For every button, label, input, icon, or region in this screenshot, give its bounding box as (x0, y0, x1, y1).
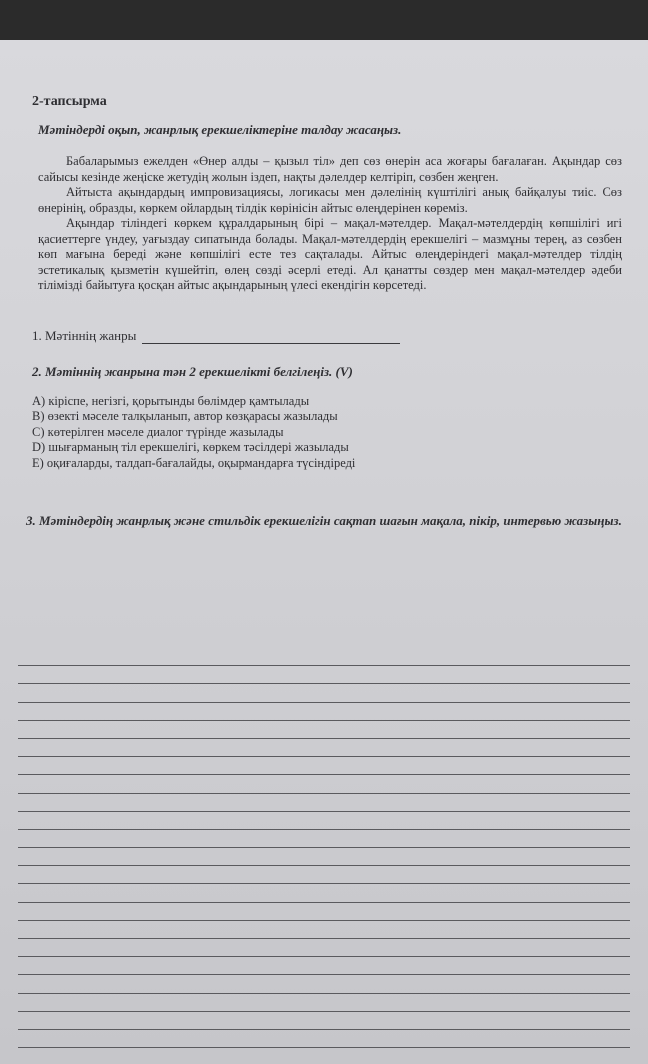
answer-line[interactable] (18, 812, 630, 830)
answer-line[interactable] (18, 721, 630, 739)
option-e[interactable]: Е) оқиғаларды, талдап-бағалайды, оқырмандарға түсіндіреді (32, 455, 356, 470)
answer-line[interactable] (18, 975, 630, 993)
option-b[interactable]: В) өзекті мәселе талқыланып, автор көзқарасы жазылады (32, 409, 338, 423)
answer-line[interactable] (18, 1030, 630, 1048)
task-title: 2-тапсырма (32, 94, 107, 109)
answer-line[interactable] (18, 848, 630, 866)
answer-line[interactable] (18, 1012, 630, 1030)
answer-line[interactable] (18, 666, 630, 684)
answer-line[interactable] (18, 703, 630, 721)
text-paragraph-2: Айтыста ақындардың импровизациясы, логикасы мен дәлелінің күштілігі анық байқалуы тиіс. Сөз өнерінің, образды, көркем ойлардың тілдік көрінісін айтыс өлеңдерінен көреміз. (38, 185, 622, 215)
answer-line[interactable] (18, 757, 630, 775)
question-1 (32, 328, 622, 344)
option-a[interactable]: А) кіріспе, негізгі, қорытынды бөлімдер қамтылады (32, 393, 310, 408)
worksheet-content (26, 94, 622, 529)
option-d[interactable]: D) шығарманың тіл ерекшелігі, көркем тәсілдері жазылады (32, 440, 349, 454)
answer-line[interactable] (18, 684, 630, 702)
option-c[interactable]: С) көтерілген мәселе диалог түрінде жазылады (32, 424, 284, 439)
answer-lines[interactable] (18, 648, 630, 1064)
answer-line[interactable] (18, 903, 630, 921)
answer-line[interactable] (18, 884, 630, 902)
answer-line[interactable] (18, 830, 630, 848)
answer-line[interactable] (18, 648, 630, 666)
text-paragraph-1: Бабаларымыз ежелден «Өнер алды – қызыл тіл» деп сөз өнерін аса жоғары бағалаған. Ақындар сөз сайысы кезінде жеңіске жетудің жолын іздеп, нақты дәлелдер келтіріп, сөзбен жеңген. (38, 154, 622, 184)
answer-line[interactable] (18, 794, 630, 812)
answer-line[interactable] (18, 921, 630, 939)
question-1-label: 1. Мәтіннің жанры (32, 327, 137, 343)
task-instruction: Мәтіндерді оқып, жанрлық ерекшеліктеріне талдау жасаңыз. (38, 122, 402, 137)
text-paragraph-3: Ақындар тіліндегі көркем құралдарының бірі – мақал-мәтелдер. Мақал-мәтелдердің көпшілігі игі қасиеттерге үндеу, уағыздау сипатында болады. Мақал-мәтелдердің ерекшелігі – мазмұны терең, аз сөзбен көп мағына береді және көпшілігі есте тез сақталады. Айтыс өлеңдеріндегі мақал-мәтелдер тілдің эстетикалық қызметін күшейтіп, өлең сөзді әсерлі етеді. Ал қанатты сөздер мен мақал-мәтелдер әдеби тілімізді байытуға қосқан айтыс ақындарының үлесі екендігін көрсетеді. (38, 216, 622, 292)
options-list (32, 394, 622, 472)
answer-line[interactable] (18, 739, 630, 757)
answer-line[interactable] (18, 994, 630, 1012)
answer-line[interactable] (18, 939, 630, 957)
answer-line[interactable] (18, 866, 630, 884)
worksheet-page (0, 40, 648, 1064)
question-2: 2. Мәтіннің жанрына тән 2 ерекшелікті белгілеңіз. (V) (32, 363, 353, 379)
answer-line[interactable] (18, 1048, 630, 1064)
answer-line[interactable] (18, 957, 630, 975)
genre-answer-line[interactable] (142, 331, 400, 344)
question-3: 3. Мәтіндердің жанрлық және стильдік ерекшелігін сақтап шағын мақала, пікір, интервью жазыңыз. (26, 513, 622, 528)
answer-line[interactable] (18, 775, 630, 793)
